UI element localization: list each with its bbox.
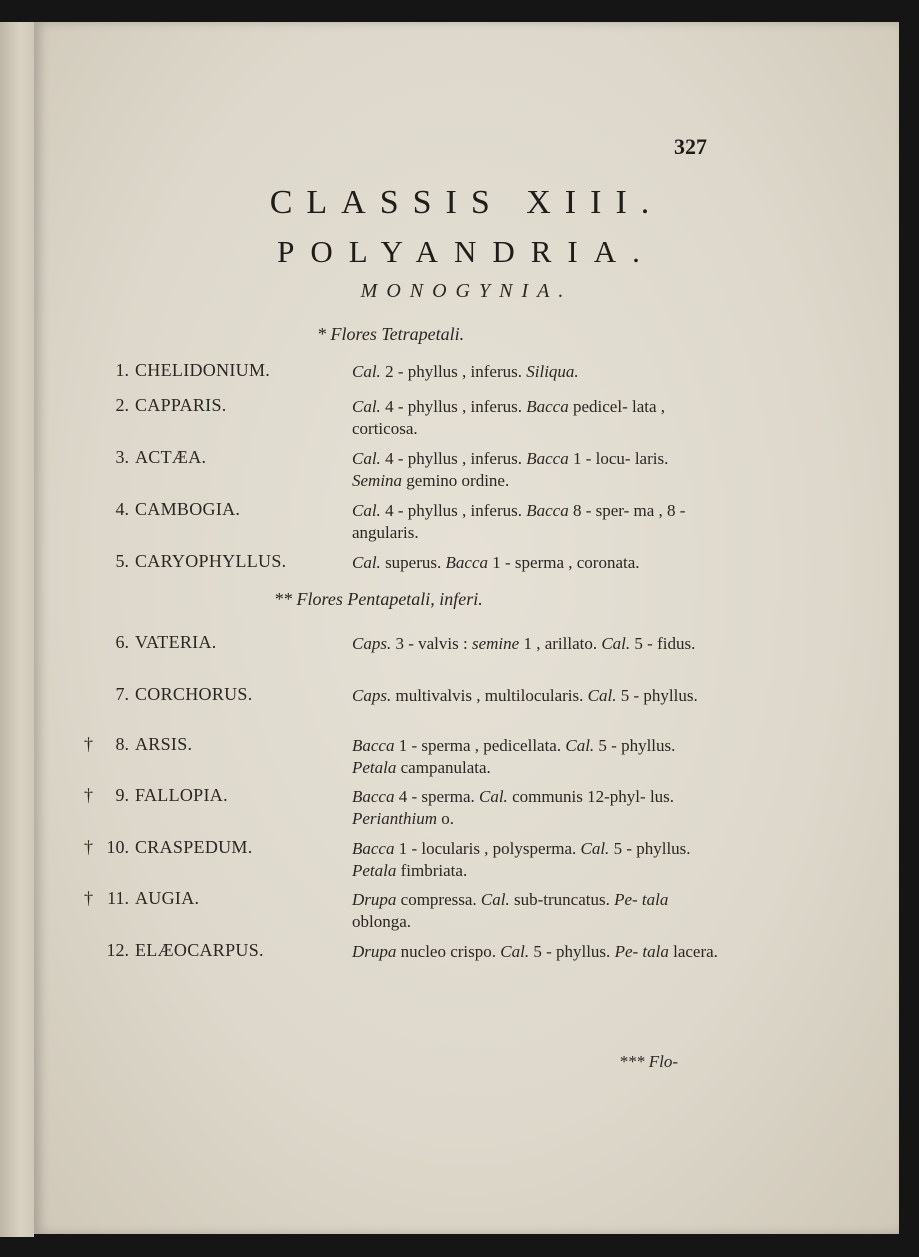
italic-term: Bacca — [352, 736, 395, 755]
italic-term: Petala — [352, 758, 397, 777]
catchword: *** Flo- — [619, 1052, 679, 1071]
entry-number: 2. — [115, 395, 129, 415]
description-text: 5 - fidus. — [630, 634, 696, 653]
description-text: 1 , arillato. — [519, 634, 602, 653]
facing-page-edge — [0, 22, 34, 1237]
description-text: 1 - sperma , coronata. — [488, 553, 640, 572]
genus-name: ACTÆA. — [135, 447, 207, 467]
italic-term: Cal. — [587, 686, 617, 705]
genus-name: CRASPEDUM. — [135, 837, 253, 857]
genus-description — [352, 941, 722, 963]
subtitle: MONOGYNIA. — [360, 280, 573, 302]
genus-description — [352, 889, 722, 933]
italic-term: Cal. — [352, 397, 381, 416]
section-header: * Flores Tetrapetali. — [317, 324, 465, 344]
description-text: 5 - phyllus. — [616, 686, 698, 705]
italic-term: Caps. — [352, 634, 392, 653]
description-text: 2 - phyllus , inferus. — [380, 362, 527, 381]
genus-description — [352, 396, 722, 440]
italic-term: Bacca — [445, 553, 488, 572]
italic-term: Cal. — [565, 736, 595, 755]
class-title: CLASSIS XIII. — [269, 184, 664, 221]
genus-description — [352, 633, 722, 655]
description-text: communis 12-phyl- lus. — [507, 787, 675, 806]
genus-description — [352, 685, 722, 707]
description-text: oblonga. — [352, 912, 412, 931]
genus-description — [352, 838, 722, 882]
italic-term: Cal. — [352, 553, 381, 572]
entry-number: 10. — [106, 837, 129, 857]
description-text: 1 - locularis , polysperma. — [394, 839, 581, 858]
italic-term: Cal. — [480, 890, 510, 909]
genus-name: FALLOPIA. — [135, 785, 228, 805]
entry-number: 6. — [115, 632, 129, 652]
page-number: 327 — [674, 134, 707, 159]
italic-term: Pe- tala — [614, 942, 669, 961]
italic-term: Drupa — [352, 942, 397, 961]
description-text: 5 - phyllus. — [609, 839, 691, 858]
order-title: POLYANDRIA. — [277, 234, 656, 269]
description-text: sub-truncatus. — [509, 890, 615, 909]
genus-name: ELÆOCARPUS. — [135, 940, 264, 960]
genus-name: CAPPARIS. — [135, 395, 227, 415]
italic-term: Petala — [352, 861, 397, 880]
italic-term: Cal. — [352, 501, 381, 520]
section-header: ** Flores Pentapetali, inferi. — [274, 589, 483, 609]
description-text: 4 - sperma. — [394, 787, 479, 806]
description-text: nucleo crispo. — [396, 942, 501, 961]
description-text: fimbriata. — [396, 861, 468, 880]
genus-description — [352, 361, 722, 383]
description-text: campanulata. — [396, 758, 491, 777]
italic-term: Semina — [352, 471, 403, 490]
description-text: lacera. — [668, 942, 718, 961]
dagger-mark: † — [84, 785, 93, 805]
description-text: 1 - locu- laris. — [568, 449, 669, 468]
genus-description — [352, 735, 722, 779]
italic-term: Cal. — [580, 839, 610, 858]
description-text: 4 - phyllus , inferus. — [380, 397, 527, 416]
italic-term: Cal. — [352, 362, 381, 381]
italic-term: Bacca — [526, 397, 569, 416]
description-text: 1 - sperma , pedicellata. — [394, 736, 566, 755]
italic-term: Cal. — [601, 634, 631, 653]
genus-name: AUGIA. — [135, 888, 200, 908]
description-text: multivalvis , multilocularis. — [391, 686, 588, 705]
description-text: 4 - phyllus , inferus. — [380, 449, 527, 468]
book-page — [34, 22, 899, 1234]
entry-number: 1. — [115, 360, 129, 380]
description-text: 8 - sper- ma , 8 - angularis. — [352, 501, 686, 542]
description-text: 3 - valvis : — [391, 634, 472, 653]
description-text: compressa. — [396, 890, 481, 909]
genus-name: CORCHORUS. — [135, 684, 253, 704]
italic-term: Caps. — [352, 686, 392, 705]
entry-number: 12. — [106, 940, 129, 960]
italic-term: Bacca — [526, 449, 569, 468]
italic-term: Cal. — [479, 787, 508, 806]
genus-description — [352, 552, 722, 574]
genus-name: CAMBOGIA. — [135, 499, 241, 519]
genus-name: ARSIS. — [135, 734, 193, 754]
dagger-mark: † — [84, 888, 93, 908]
italic-term: Perianthium — [352, 809, 437, 828]
description-text: superus. — [380, 553, 446, 572]
entry-number: 4. — [115, 499, 129, 519]
genus-description — [352, 448, 722, 492]
entry-number: 3. — [115, 447, 129, 467]
entry-number: 5. — [115, 551, 129, 571]
genus-description — [352, 500, 722, 544]
italic-term: Cal. — [500, 942, 530, 961]
italic-term: Drupa — [352, 890, 397, 909]
dagger-mark: † — [84, 734, 93, 754]
genus-name: CARYOPHYLLUS. — [135, 551, 287, 571]
entry-number: 9. — [115, 785, 129, 805]
italic-term: Pe- tala — [614, 890, 669, 909]
entry-number: 8. — [115, 734, 129, 754]
description-text: pedicel- lata , corticosa. — [352, 397, 666, 438]
italic-term: Siliqua. — [526, 362, 579, 381]
genus-description — [352, 786, 722, 830]
entry-number: 7. — [115, 684, 129, 704]
italic-term: semine — [471, 634, 520, 653]
italic-term: Cal. — [352, 449, 381, 468]
italic-term: Bacca — [526, 501, 569, 520]
genus-name: VATERIA. — [135, 632, 217, 652]
italic-term: Bacca — [352, 787, 395, 806]
genus-name: CHELIDONIUM. — [135, 360, 271, 380]
dagger-mark: † — [84, 837, 93, 857]
description-text: 5 - phyllus. — [529, 942, 615, 961]
description-text: gemino ordine. — [402, 471, 510, 490]
description-text: 4 - phyllus , inferus. — [380, 501, 527, 520]
description-text: o. — [437, 809, 454, 828]
entry-number: 11. — [107, 888, 129, 908]
description-text: 5 - phyllus. — [594, 736, 676, 755]
italic-term: Bacca — [352, 839, 395, 858]
